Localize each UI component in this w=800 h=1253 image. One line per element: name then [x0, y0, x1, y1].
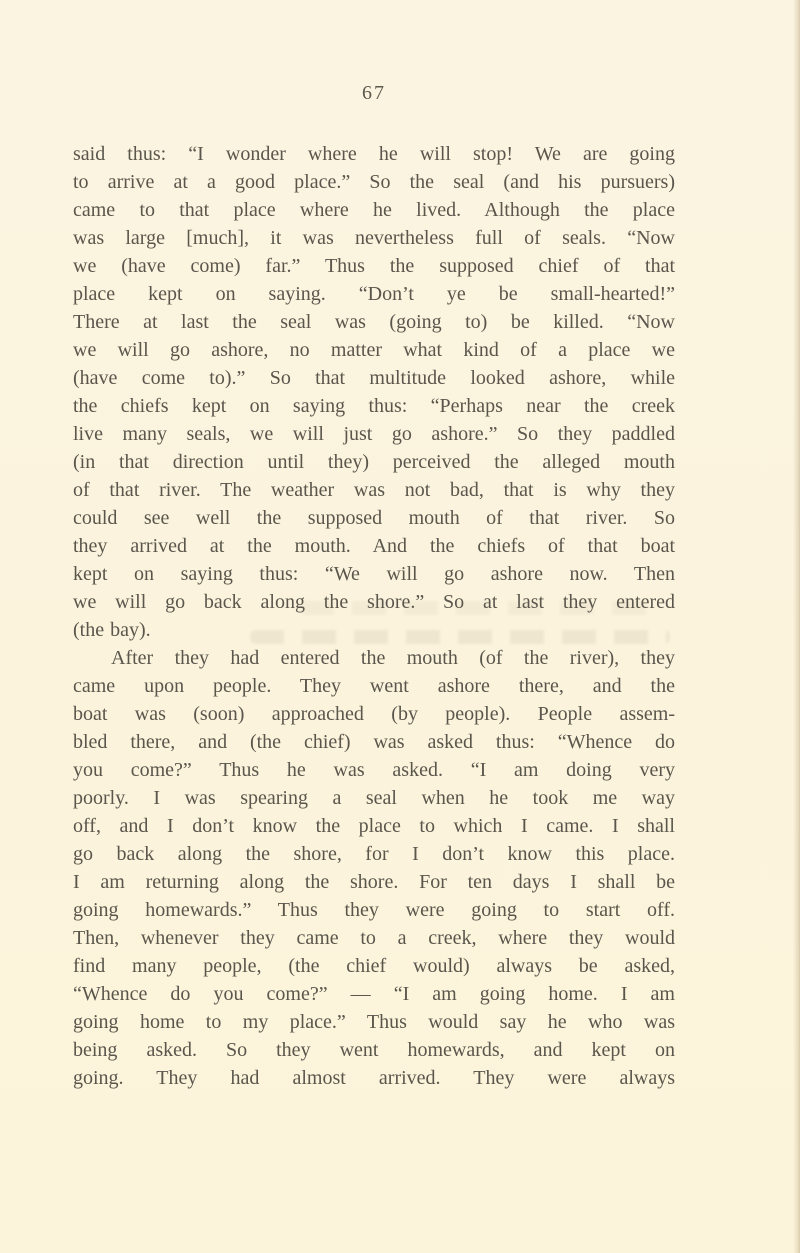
text-line: they arrived at the mouth. And the chiefs of that boat — [73, 535, 675, 557]
text-block — [73, 140, 675, 1092]
page-edge-shadow — [793, 0, 800, 1253]
paragraph-1 — [73, 140, 675, 644]
text-line: bled there, and (the chief) was asked thus: “Whence do — [73, 731, 675, 753]
text-line: going. They had almost arrived. They were always — [73, 1067, 675, 1089]
text-line: was large [much], it was nevertheless full of seals. “Now — [73, 227, 675, 249]
text-line: we will go ashore, no matter what kind of a place we — [73, 339, 675, 361]
text-line: could see well the supposed mouth of that river. So — [73, 507, 675, 529]
text-line: go back along the shore, for I don’t know this place. — [73, 843, 675, 865]
text-line: kept on saying thus: “We will go ashore now. Then — [73, 563, 675, 585]
text-line: going home to my place.” Thus would say he who was — [73, 1011, 675, 1033]
text-line: we will go back along the shore.” So at last they entered — [73, 591, 675, 613]
text-line: live many seals, we will just go ashore.” So they paddled — [73, 423, 675, 445]
text-line: boat was (soon) approached (by people). People assem- — [73, 703, 675, 725]
text-line: (the bay). — [73, 619, 151, 641]
text-line: find many people, (the chief would) always be asked, — [73, 955, 675, 977]
text-line: to arrive at a good place.” So the seal (and his pursuers) — [73, 171, 675, 193]
paragraph-2 — [73, 644, 675, 1092]
text-line: being asked. So they went homewards, and kept on — [73, 1039, 675, 1061]
text-line: said thus: “I wonder where he will stop! We are going — [73, 143, 675, 165]
text-line: “Whence do you come?” — “I am going home. I am — [73, 983, 675, 1005]
text-line: came to that place where he lived. Although the place — [73, 199, 675, 221]
text-line: I am returning along the shore. For ten days I shall be — [73, 871, 675, 893]
page-number: 67 — [362, 82, 386, 104]
text-line: place kept on saying. “Don’t ye be small-hearted!” — [73, 283, 675, 305]
text-line: After they had entered the mouth (of the river), they — [111, 647, 675, 669]
text-line: There at last the seal was (going to) be killed. “Now — [73, 311, 675, 333]
text-line: going homewards.” Thus they were going to start off. — [73, 899, 675, 921]
text-line: off, and I don’t know the place to which I came. I shall — [73, 815, 675, 837]
text-line: you come?” Thus he was asked. “I am doing very — [73, 759, 675, 781]
text-line: of that river. The weather was not bad, that is why they — [73, 479, 675, 501]
text-line: Then, whenever they came to a creek, where they would — [73, 927, 675, 949]
text-line: the chiefs kept on saying thus: “Perhaps near the creek — [73, 395, 675, 417]
text-line: (have come to).” So that multitude looked ashore, while — [73, 367, 675, 389]
text-line: we (have come) far.” Thus the supposed chief of that — [73, 255, 675, 277]
text-line: poorly. I was spearing a seal when he took me way — [73, 787, 675, 809]
text-line: came upon people. They went ashore there, and the — [73, 675, 675, 697]
text-line: (in that direction until they) perceived the alleged mouth — [73, 451, 675, 473]
